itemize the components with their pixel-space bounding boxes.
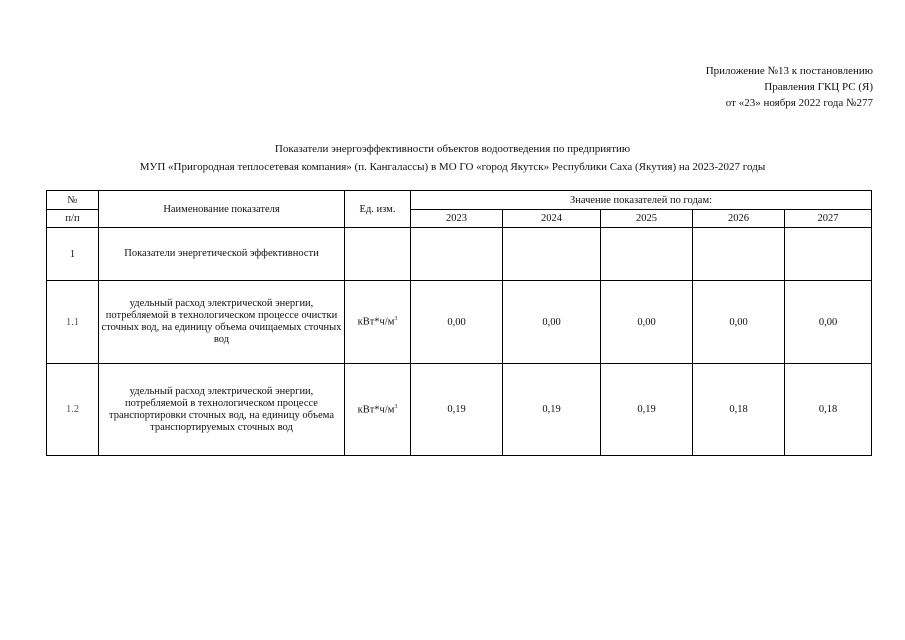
table-row [47, 364, 872, 456]
value-cell: 0,00 [503, 281, 601, 364]
title-line-1: Показатели энергоэффективности объектов водоотведения по предприятию [274, 143, 631, 155]
document-title [0, 140, 905, 176]
value-cell: 0,00 [411, 281, 503, 364]
header-row-1 [47, 191, 872, 210]
row-number: 1.1 [47, 281, 99, 364]
col-name-header: Наименование показателя [99, 191, 345, 228]
value-cell: 0,18 [693, 364, 785, 456]
indicator-name: удельный расход электрической энергии, потребляемой в технологическом процессе очистки сточных вод, на единицу объема очищаемых сточных вод [99, 281, 345, 364]
value-cell [411, 228, 503, 281]
col-values-header: Значение показателей по годам: [411, 191, 872, 210]
unit-superscript: 3 [394, 403, 398, 410]
unit-text: кВт*ч/м [357, 316, 395, 328]
value-cell: 0,00 [601, 281, 693, 364]
value-cell [785, 228, 872, 281]
unit-cell [345, 364, 411, 456]
table-row [47, 281, 872, 364]
value-cell [503, 228, 601, 281]
year-header: 2027 [785, 210, 872, 228]
col-num-header-top: № [47, 191, 99, 210]
indicator-name: удельный расход электрической энергии, потребляемой в технологическом процессе транспортировки сточных вод, на единицу объема транспортируемых сточных вод [99, 364, 345, 456]
unit-cell [345, 281, 411, 364]
value-cell: 0,18 [785, 364, 872, 456]
title-line-2: МУП «Пригородная теплосетевая компания» (п. Кангалассы) в МО ГО «город Якутск» Республики Саха (Якутия) на 2023-2027 годы [139, 161, 766, 173]
row-number: 1 [47, 228, 99, 281]
value-cell: 0,19 [411, 364, 503, 456]
indicator-name: Показатели энергетической эффективности [99, 228, 345, 281]
unit-cell [345, 228, 411, 281]
value-cell: 0,00 [693, 281, 785, 364]
value-cell: 0,19 [601, 364, 693, 456]
unit-text: кВт*ч/м [357, 404, 395, 416]
col-num-header-bottom: п/п [47, 210, 99, 228]
indicators-table [46, 190, 872, 456]
appendix-header [706, 63, 873, 111]
value-cell: 0,00 [785, 281, 872, 364]
year-header: 2024 [503, 210, 601, 228]
value-cell [693, 228, 785, 281]
appendix-line-2: Правления ГКЦ РС (Я) [764, 81, 873, 93]
year-header: 2025 [601, 210, 693, 228]
row-number: 1.2 [47, 364, 99, 456]
col-unit-header: Ед. изм. [345, 191, 411, 228]
unit-superscript: 3 [394, 316, 398, 323]
appendix-line-3: от «23» ноября 2022 года №277 [725, 97, 873, 109]
value-cell: 0,19 [503, 364, 601, 456]
appendix-line-1: Приложение №13 к постановлению [705, 65, 873, 77]
value-cell [601, 228, 693, 281]
table-row [47, 228, 872, 281]
year-header: 2023 [411, 210, 503, 228]
year-header: 2026 [693, 210, 785, 228]
